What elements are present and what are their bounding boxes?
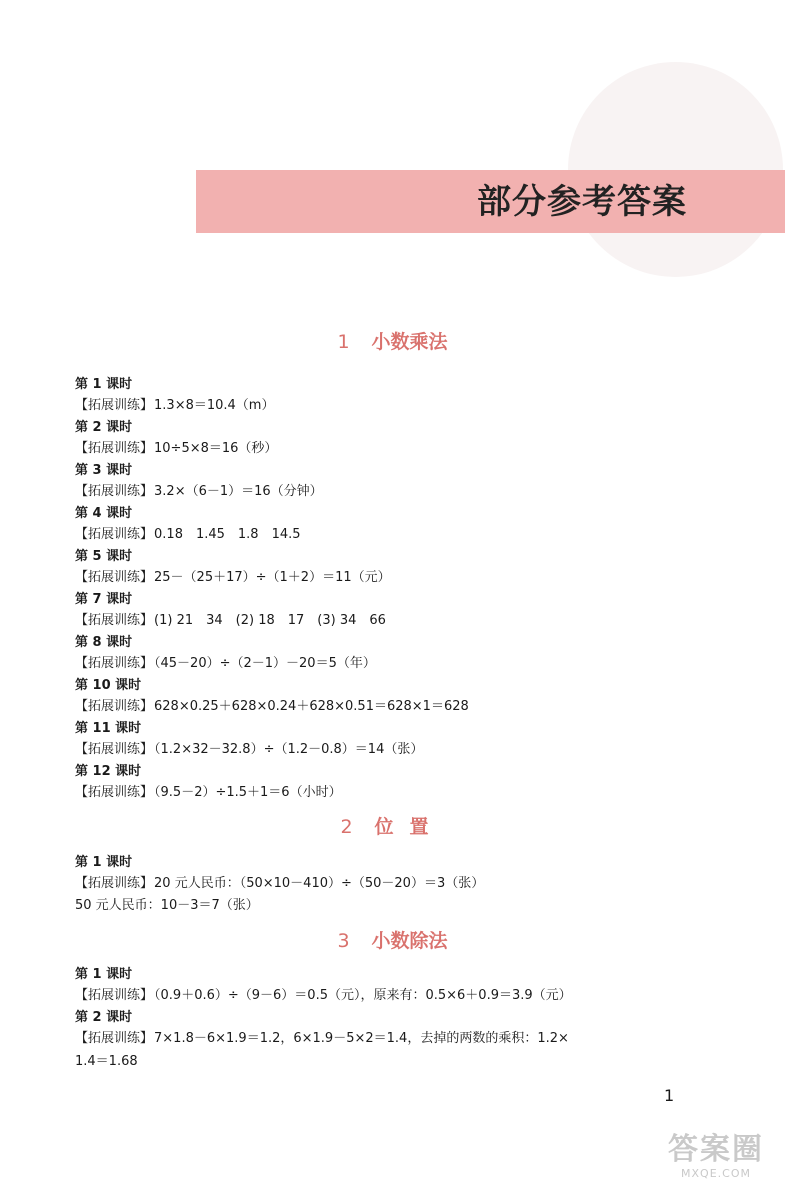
answer-line [75, 698, 715, 716]
watermark-url: MXQE.COM [681, 1167, 751, 1180]
lesson-title: 第 5 课时 [75, 549, 133, 564]
chapter-name: 位置 [374, 816, 445, 838]
answer-text: 20 元人民币：（50×10－410）÷（50－20）＝3（张） [154, 876, 485, 891]
lesson-title: 第 1 课时 [75, 855, 133, 870]
answer-text: 0.18 1.45 1.8 14.5 [154, 527, 301, 542]
lesson-title: 第 4 课时 [75, 506, 133, 521]
answer-continuation: 1.4＝1.68 [75, 1054, 138, 1069]
answer-tag: 【拓展训练】 [75, 613, 154, 628]
chapter-number: 2 [340, 816, 353, 838]
lesson-title: 第 2 课时 [75, 1010, 133, 1025]
page-number: 1 [664, 1086, 675, 1105]
chapter-heading-1 [0, 330, 785, 354]
answer-tag: 【拓展训练】 [75, 441, 154, 456]
answer-tag: 【拓展训练】 [75, 742, 154, 757]
answer-tag: 【拓展训练】 [75, 699, 154, 714]
answer-line [75, 1030, 715, 1048]
answer-tag: 【拓展训练】 [75, 527, 154, 542]
lesson-title: 第 12 课时 [75, 764, 142, 779]
watermark-text: 答案圈 [668, 1132, 764, 1167]
answer-text: 7×1.8－6×1.9＝1.2，6×1.9－5×2＝1.4，去掉的两数的乘积：1.2× [154, 1031, 569, 1046]
answer-text: 1.3×8＝10.4（m） [154, 398, 275, 413]
answer-continuation: 50 元人民币：10－3＝7（张） [75, 898, 259, 913]
answer-text: 10÷5×8＝16（秒） [154, 441, 278, 456]
answer-text: 3.2×（6－1）＝16（分钟） [154, 484, 323, 499]
answer-line [75, 987, 715, 1005]
lesson-title: 第 7 课时 [75, 592, 133, 607]
answer-text: (1) 21 34 (2) 18 17 (3) 34 66 [154, 613, 386, 628]
answer-line [75, 397, 715, 415]
lesson-title: 第 3 课时 [75, 463, 133, 478]
answer-tag: 【拓展训练】 [75, 988, 154, 1003]
answer-text: （45－20）÷（2－1）－20＝5（年） [154, 656, 376, 671]
lesson-title: 第 2 课时 [75, 420, 133, 435]
answer-tag: 【拓展训练】 [75, 656, 154, 671]
chapter-name: 小数除法 [371, 930, 448, 952]
answer-line [75, 741, 715, 759]
watermark-logo [652, 1133, 780, 1195]
answer-line [75, 483, 715, 501]
page-title: 部分参考答案 [477, 182, 687, 222]
answer-text: （0.9＋0.6）÷（9－6）＝0.5（元），原来有：0.5×6＋0.9＝3.9（元） [154, 988, 572, 1003]
answer-text: （9.5－2）÷1.5＋1＝6（小时） [154, 785, 342, 800]
answer-line [75, 655, 715, 673]
answer-tag: 【拓展训练】 [75, 484, 154, 499]
answer-line [75, 784, 715, 802]
chapter-heading-3 [0, 929, 785, 953]
lesson-title: 第 10 课时 [75, 678, 142, 693]
answer-tag: 【拓展训练】 [75, 876, 154, 891]
answer-line [75, 526, 715, 544]
answer-line [75, 440, 715, 458]
answer-text: （1.2×32－32.8）÷（1.2－0.8）＝14（张） [154, 742, 424, 757]
chapter-number: 3 [337, 930, 350, 952]
chapter-number: 1 [337, 331, 350, 353]
answer-line [75, 875, 715, 893]
answer-tag: 【拓展训练】 [75, 570, 154, 585]
lesson-title: 第 8 课时 [75, 635, 133, 650]
answer-tag: 【拓展训练】 [75, 785, 154, 800]
lesson-title: 第 11 课时 [75, 721, 142, 736]
chapter-heading-2 [0, 815, 785, 839]
answer-text: 25－（25＋17）÷（1＋2）＝11（元） [154, 570, 391, 585]
answer-line [75, 569, 715, 587]
answer-tag: 【拓展训练】 [75, 1031, 154, 1046]
lesson-title: 第 1 课时 [75, 967, 133, 982]
lesson-title: 第 1 课时 [75, 377, 133, 392]
answer-line [75, 612, 715, 630]
chapter-name: 小数乘法 [371, 331, 448, 353]
answer-text: 628×0.25＋628×0.24＋628×0.51＝628×1＝628 [154, 699, 469, 714]
answer-tag: 【拓展训练】 [75, 398, 154, 413]
title-banner [196, 170, 785, 233]
